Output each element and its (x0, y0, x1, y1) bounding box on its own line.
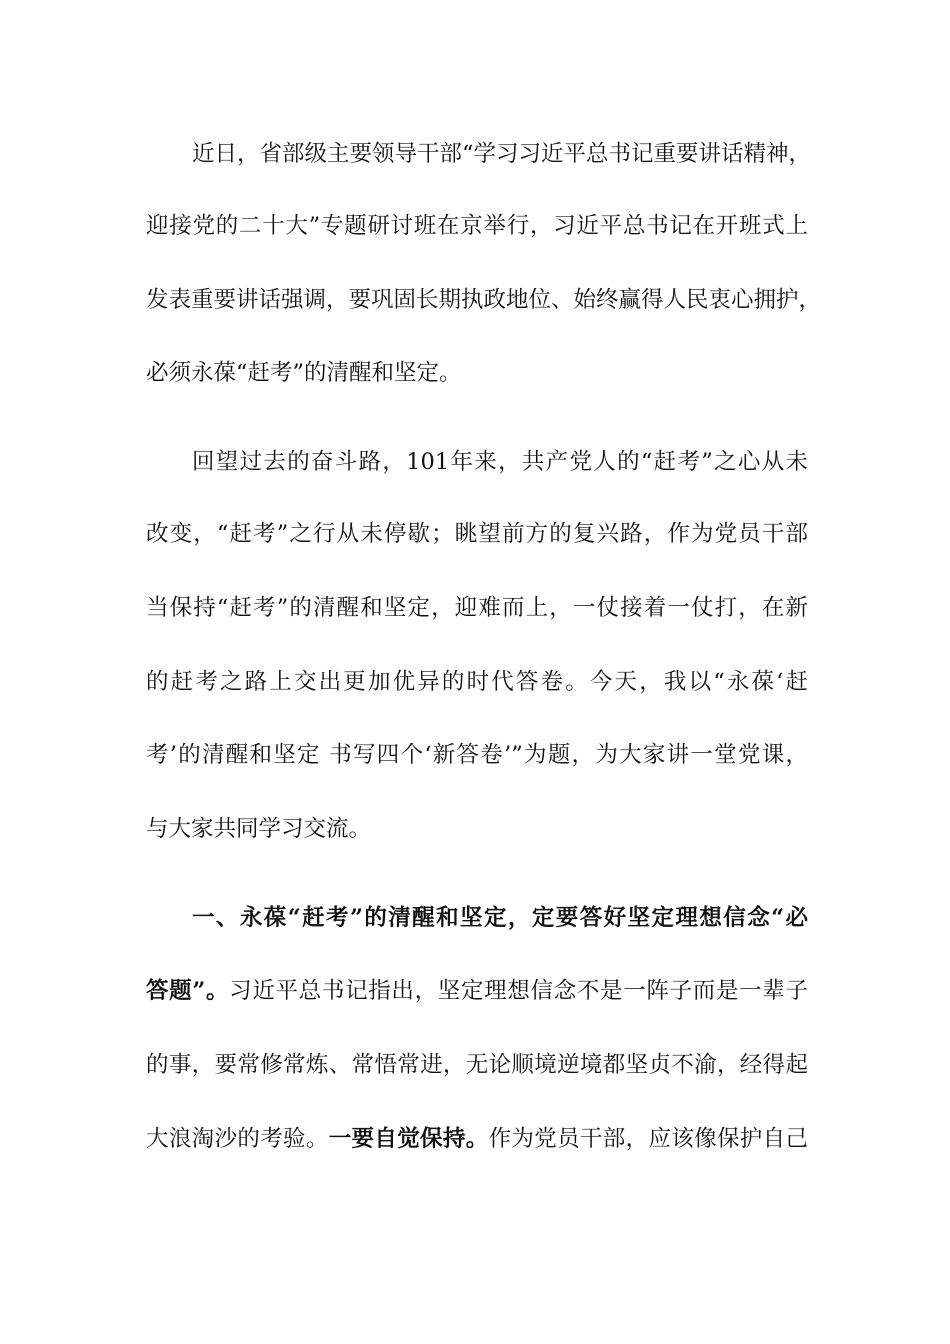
paragraph-2-line-6: 与大家共同学习交流。 (146, 816, 372, 842)
paragraph-1-line-4: 必须永葆“赶考”的清醒和坚定。 (146, 360, 462, 386)
paragraph-2-line-5: 考’的清醒和坚定 书写四个‘新答卷’”为题，为大家讲一堂党课， (146, 742, 808, 768)
paragraph-1-line-1: 近日，省部级主要领导干部“学习习近平总书记重要讲话精神， (192, 141, 812, 167)
paragraph-3-line-2 (146, 976, 808, 1006)
paragraph-1-line-2: 迎接党的二十大”专题研讨班在京举行，习近平总书记在开班式上 (146, 213, 808, 239)
paragraph-3-line-2-text: 习近平总书记指出，坚定理想信念不是一阵子而是一辈子 (229, 978, 808, 1004)
section-heading-line-1: 一、永葆“赶考”的清醒和坚定，定要答好坚定理想信念“必 (192, 905, 808, 931)
paragraph-2-line-1: 回望过去的奋斗路，101年来，共产党人的“赶考”之心从未 (192, 449, 808, 475)
paragraph-2-line-3: 当保持“赶考”的清醒和坚定，迎难而上，一仗接着一仗打，在新 (146, 595, 808, 621)
section-heading-end: 答题”。 (146, 978, 230, 1004)
paragraph-3-line-4-start: 大浪淘沙的考验。 (146, 1126, 329, 1152)
paragraph-2-line-2: 改变，“赶考”之行从未停歇；眺望前方的复兴路，作为党员干部 (146, 521, 808, 547)
paragraph-1-line-3: 发表重要讲话强调，要巩固长期执政地位、始终赢得人民衷心拥护， (146, 287, 822, 313)
paragraph-3-line-3: 的事，要常修常炼、常悟常进，无论顺境逆境都坚贞不渝，经得起 (146, 1052, 808, 1078)
paragraph-3-line-4 (146, 1124, 808, 1154)
paragraph-2-line-4: 的赶考之路上交出更加优异的时代答卷。今天，我以“永葆‘赶 (146, 669, 808, 695)
subpoint-heading: 一要自觉保持。 (328, 1126, 489, 1152)
paragraph-3-line-4-rest: 作为党员干部，应该像保护自己 (488, 1126, 808, 1152)
